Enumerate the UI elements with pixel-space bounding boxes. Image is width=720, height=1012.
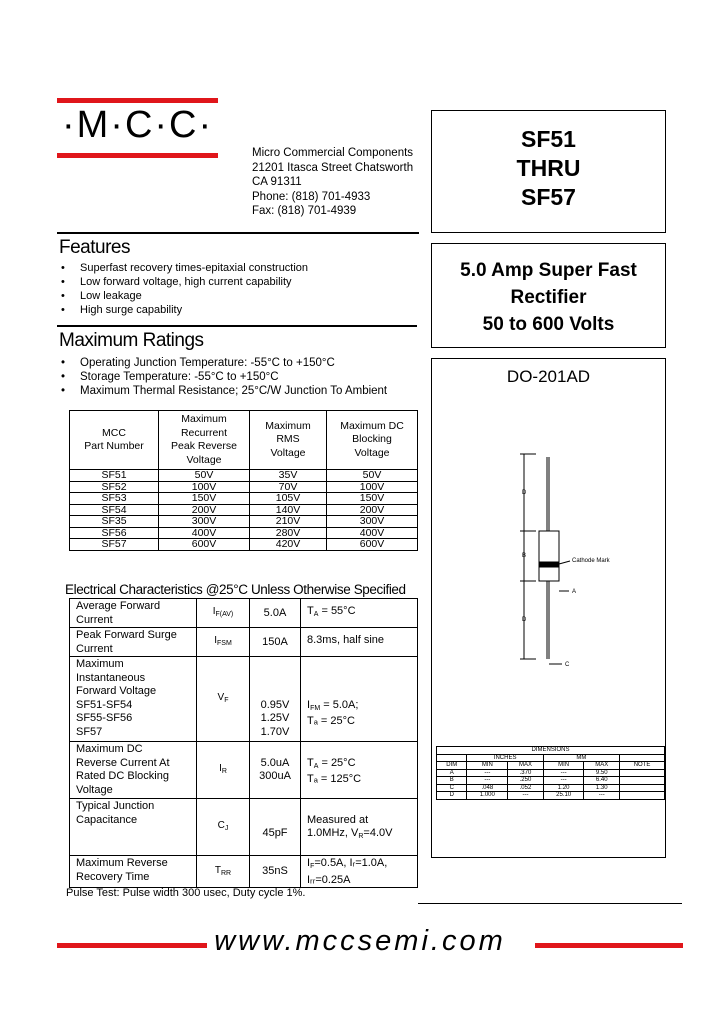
- dim-row: [437, 792, 665, 800]
- dim-cell: .048: [467, 784, 508, 792]
- dim-cell: C: [437, 784, 467, 792]
- ratings-col-header: Maximum RMS Voltage: [250, 411, 327, 470]
- value-cell: 0.95V 1.25V 1.70V: [250, 657, 301, 742]
- dim-header: INCHES: [467, 754, 543, 762]
- address-line: Micro Commercial Components: [252, 147, 414, 159]
- feature-item: • Low leakage: [58, 289, 308, 303]
- dim-label-c: C: [565, 662, 570, 668]
- dim-cell: [620, 769, 665, 777]
- dim-cell: ---: [467, 777, 508, 785]
- ratings-heading: Maximum Ratings: [59, 330, 204, 351]
- condition: I: [307, 698, 311, 711]
- ratings-cell: 420V: [250, 539, 327, 551]
- symbol: I: [212, 606, 216, 618]
- condition: 8.3ms, half sine: [307, 634, 385, 647]
- dim-row: [437, 784, 665, 792]
- dimensions-body: [437, 769, 665, 799]
- param-cell: Average Forward Current: [70, 599, 197, 628]
- param-cell: Maximum Instantaneous Forward Voltage SF51-SF54 SF55-SF56 SF57: [70, 657, 197, 742]
- value-cell: 45pF: [250, 799, 301, 856]
- note-rule: [418, 903, 682, 904]
- dimensions-table: [436, 746, 665, 800]
- ratings-cell: 400V: [159, 527, 250, 539]
- ratings-row: [70, 504, 418, 516]
- part-first: SF51: [521, 126, 576, 152]
- condition-sub: A: [313, 611, 319, 619]
- condition: T: [307, 605, 314, 618]
- condition: Measured at 1.0MHz, V: [307, 813, 369, 839]
- ratings-cell: 300V: [159, 516, 250, 528]
- dim-header: MAX: [508, 762, 544, 770]
- description-box: [431, 243, 666, 348]
- ratings-cell: 400V: [327, 527, 418, 539]
- ratings-cell: 150V: [159, 493, 250, 505]
- param-cell: Maximum DC Reverse Current At Rated DC Blocking Voltage: [70, 742, 197, 799]
- condition-sub: F: [310, 863, 315, 870]
- dim-row: [437, 769, 665, 777]
- value-cell: 5.0uA 300uA: [250, 742, 301, 799]
- ratings-cell: 600V: [327, 539, 418, 551]
- dim-cell: 9.50: [584, 769, 620, 777]
- company-logo: ·M·C·C·: [62, 104, 214, 146]
- condition-rest: =4.0V: [363, 827, 393, 839]
- electrical-table: [69, 598, 418, 888]
- ratings-cell: SF51: [70, 470, 159, 482]
- dim-cell: 1.30: [584, 784, 620, 792]
- symbol-sub: RR: [220, 869, 232, 877]
- condition-sub: R: [358, 833, 364, 840]
- dim-label-body: B: [522, 553, 527, 559]
- param-cell: Peak Forward Surge Current: [70, 628, 197, 657]
- address-line: Phone: (818) 701-4933: [252, 190, 371, 203]
- ratings-cell: 105V: [250, 493, 327, 505]
- ratings-cell: 50V: [327, 470, 418, 482]
- feature-item: • Superfast recovery times-epitaxial construction: [58, 261, 308, 275]
- value-cell: 5.0A: [250, 599, 301, 628]
- symbol: I: [214, 635, 217, 647]
- part-number-box: [431, 110, 666, 233]
- features-list: [58, 261, 308, 317]
- dim-header: MAX: [584, 762, 620, 770]
- symbol-sub: R: [221, 768, 227, 776]
- rating-item: • Maximum Thermal Resistance; 25°C/W Junction To Ambient: [58, 384, 387, 398]
- dimensions-title: DIMENSIONS: [437, 747, 665, 755]
- dim-cell: [620, 777, 665, 785]
- dim-cell: ---: [467, 769, 508, 777]
- symbol-cell: [197, 657, 250, 742]
- pulse-note: Pulse Test: Pulse width 300 usec, Duty cycle 1%.: [66, 887, 306, 899]
- electrical-row: [70, 799, 418, 856]
- ratings-cell: 210V: [250, 516, 327, 528]
- rating-item: • Operating Junction Temperature: -55°C to +150°C: [58, 356, 387, 370]
- cathode-label: Cathode Mark: [572, 558, 610, 564]
- ratings-row: [70, 470, 418, 482]
- package-name: DO-201AD: [506, 367, 591, 386]
- symbol-sub: F(AV): [215, 611, 234, 619]
- ratings-cell: 600V: [159, 539, 250, 551]
- ratings-cell: 35V: [250, 470, 327, 482]
- ratings-row: [70, 516, 418, 528]
- symbol-sub: J: [224, 825, 229, 833]
- param-cell: Maximum Reverse Recovery Time: [70, 856, 197, 888]
- ratings-col-header: Maximum Recurrent Peak Reverse Voltage: [159, 411, 250, 470]
- ratings-row: [70, 481, 418, 493]
- dim-header: MIN: [543, 762, 584, 770]
- condition-cell: [301, 599, 418, 628]
- dim-header: NOTE: [620, 762, 665, 770]
- condition-cell: [301, 742, 418, 799]
- ratings-list: [58, 356, 387, 398]
- electrical-row: [70, 599, 418, 628]
- ratings-cell: SF54: [70, 504, 159, 516]
- symbol-sub: FSM: [217, 640, 232, 648]
- dim-cell: 25.10: [543, 792, 584, 800]
- ratings-cell: SF57: [70, 539, 159, 551]
- symbol-cell: [197, 599, 250, 628]
- ratings-cell: 150V: [327, 493, 418, 505]
- ratings-cell: 100V: [327, 481, 418, 493]
- dim-header: MIN: [467, 762, 508, 770]
- symbol-cell: [197, 799, 250, 856]
- logo-bottom-bar: [57, 153, 218, 158]
- ratings-cell: 50V: [159, 470, 250, 482]
- electrical-row: [70, 628, 418, 657]
- electrical-heading: Electrical Characteristics @25°C Unless Otherwise Specified: [65, 582, 406, 597]
- symbol-cell: [197, 856, 250, 888]
- ratings-cell: SF56: [70, 527, 159, 539]
- ratings-table: [69, 410, 418, 551]
- address-line: CA 91311: [252, 176, 302, 188]
- ratings-cell: 200V: [327, 504, 418, 516]
- dim-cell: ---: [584, 792, 620, 800]
- company-address: [252, 146, 413, 219]
- ratings-cell: 70V: [250, 481, 327, 493]
- symbol: C: [217, 820, 225, 832]
- condition-sub: A: [313, 762, 319, 770]
- dim-cell: .052: [508, 784, 544, 792]
- part-thru: THRU: [516, 155, 581, 181]
- ratings-col-header: Maximum DC Blocking Voltage: [327, 411, 418, 470]
- symbol: T: [214, 864, 221, 876]
- dim-cell: ---: [508, 792, 544, 800]
- desc-line-2: Rectifier: [510, 287, 587, 308]
- condition-cell: [301, 628, 418, 657]
- diode-body: [539, 531, 559, 581]
- features-heading: Features: [59, 237, 130, 258]
- dim-cell: ---: [543, 777, 584, 785]
- dim-cell: [620, 792, 665, 800]
- condition: T: [307, 756, 314, 769]
- dim-cell: 1.000: [467, 792, 508, 800]
- dim-row: [437, 777, 665, 785]
- dim-cell: [620, 784, 665, 792]
- ratings-cell: 280V: [250, 527, 327, 539]
- dim-header: [620, 754, 665, 762]
- condition-cell: [301, 799, 418, 856]
- ratings-cell: SF53: [70, 493, 159, 505]
- ratings-cell: SF35: [70, 516, 159, 528]
- dim-cell: 6.40: [584, 777, 620, 785]
- condition-rest: = 25°C Tₐ = 125°C: [307, 756, 362, 785]
- logo-top-bar: [57, 98, 218, 103]
- dim-cell: A: [437, 769, 467, 777]
- condition-sub: FM: [310, 704, 321, 712]
- desc-line-1: 5.0 Amp Super Fast: [460, 260, 637, 281]
- condition-cell: [301, 657, 418, 742]
- ratings-cell: 200V: [159, 504, 250, 516]
- condition-rest: =0.5A, Iᵣ=1.0A, Iᵣᵣ=0.25A: [307, 857, 388, 886]
- symbol-cell: [197, 742, 250, 799]
- dim-header: MM: [543, 754, 619, 762]
- electrical-row: [70, 657, 418, 742]
- feature-item: • Low forward voltage, high current capability: [58, 275, 308, 289]
- ratings-rule: [57, 325, 417, 327]
- dim-cell: 1.20: [543, 784, 584, 792]
- dim-cell: .250: [508, 777, 544, 785]
- condition-cell: [301, 856, 418, 888]
- condition-rest: = 5.0A; Tₐ = 25°C: [307, 698, 359, 727]
- param-cell: Typical Junction Capacitance: [70, 799, 197, 856]
- features-rule: [57, 232, 419, 234]
- footer-url[interactable]: www.mccsemi.com: [214, 925, 506, 957]
- ratings-row: [70, 493, 418, 505]
- symbol: I: [219, 763, 222, 775]
- package-drawing: [432, 359, 665, 699]
- dim-cell: B: [437, 777, 467, 785]
- rating-item: • Storage Temperature: -55°C to +150°C: [58, 370, 387, 384]
- dim-header: [437, 754, 467, 762]
- ratings-cell: 300V: [327, 516, 418, 528]
- dim-label-d: A: [572, 589, 577, 595]
- condition-rest: = 55°C: [318, 605, 356, 618]
- ratings-cell: 100V: [159, 481, 250, 493]
- address-line: 21201 Itasca Street Chatsworth: [252, 161, 414, 174]
- ratings-row: [70, 539, 418, 551]
- dim-cell: .370: [508, 769, 544, 777]
- electrical-body: [70, 599, 418, 888]
- dim-header: DIM: [437, 762, 467, 770]
- ratings-row: [70, 527, 418, 539]
- value-cell: 150A: [250, 628, 301, 657]
- ratings-cell: SF52: [70, 481, 159, 493]
- part-last: SF57: [521, 184, 576, 210]
- cathode-band: [539, 562, 559, 567]
- dim-label-upper: D: [522, 490, 527, 496]
- symbol: V: [217, 692, 225, 704]
- address-line: Fax: (818) 701-4939: [252, 205, 357, 217]
- symbol-sub: F: [224, 697, 229, 705]
- value-cell: 35nS: [250, 856, 301, 888]
- desc-line-3: 50 to 600 Volts: [482, 314, 615, 335]
- ratings-col-header: MCC Part Number: [70, 411, 159, 470]
- electrical-row: [70, 856, 418, 888]
- dim-cell: D: [437, 792, 467, 800]
- symbol-cell: [197, 628, 250, 657]
- dim-cell: ---: [543, 769, 584, 777]
- ratings-cell: 140V: [250, 504, 327, 516]
- feature-item: • High surge capability: [58, 303, 308, 317]
- dim-label-lower: D: [522, 617, 527, 623]
- electrical-row: [70, 742, 418, 799]
- condition: I: [307, 857, 311, 869]
- ratings-body: [70, 470, 418, 551]
